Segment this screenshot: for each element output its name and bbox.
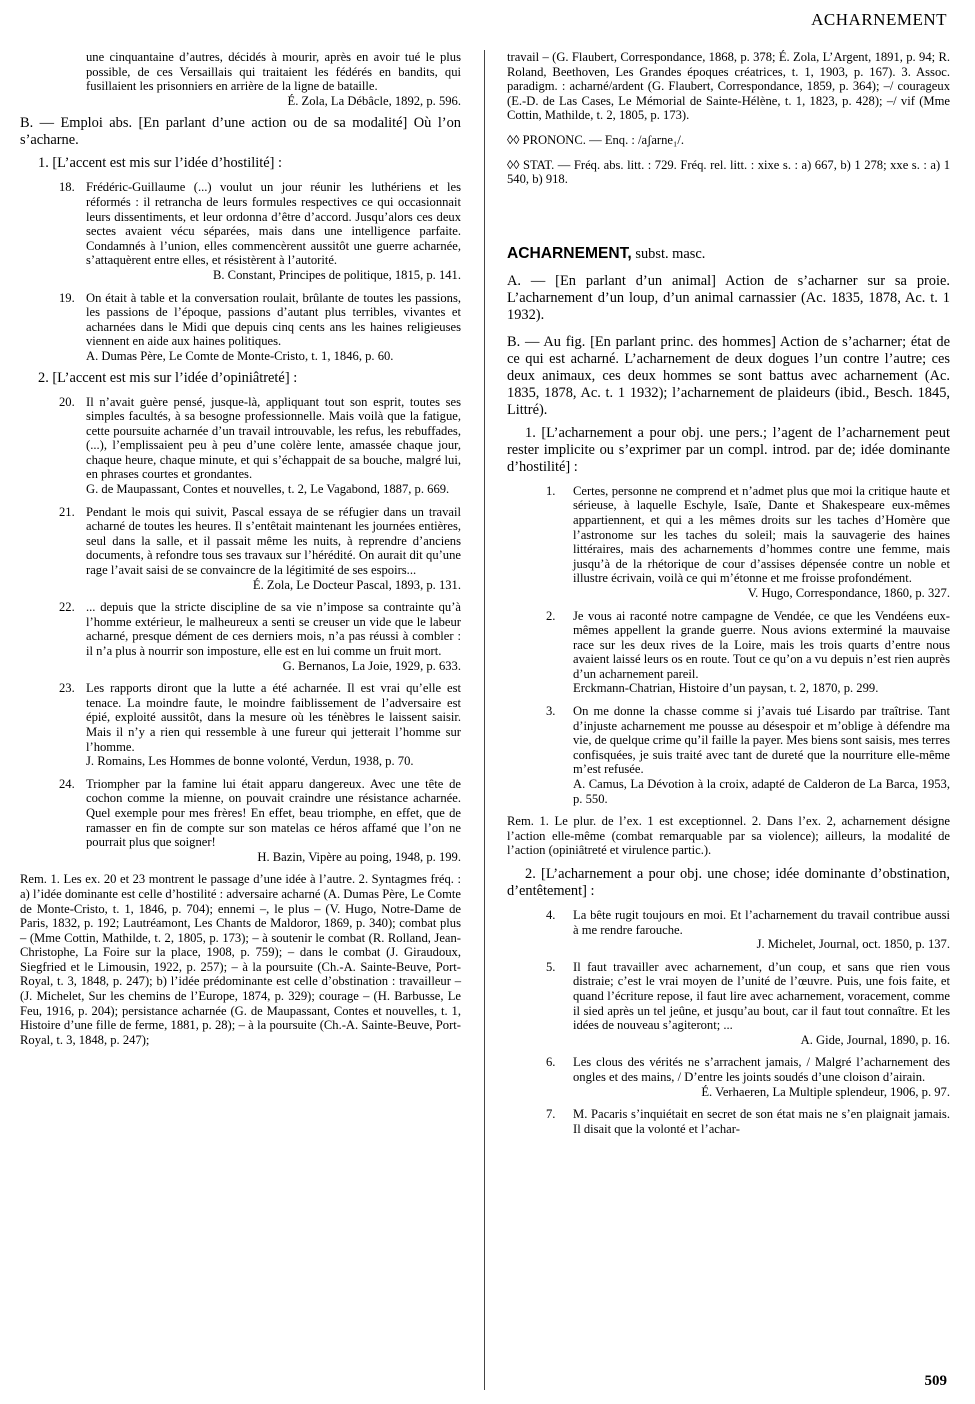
example-source: É. Zola, Le Docteur Pascal, 1893, p. 131.	[252, 577, 461, 592]
example-number: 4.	[546, 908, 556, 922]
example-number: 7.	[546, 1107, 556, 1122]
continuation-text: travail – (G. Flaubert, Correspondance, 1868, p. 378; É. Zola, L’Argent, 1891, p. 94; R. Roland, Beethoven, Les Grandes époques créatrices, t. 1, 1903, p. 167). 3. Assoc. paradigm. : acharné/ardent (G. Flaubert, Correspondance, 1859, p. 364); –/ courageux (E.-D. de Las Cases, Le Mémorial de Sainte-Hélène, t. 1, 1823, p. 428); –/ vif (Mme Cottin, Mathilde, t. 2, 1805, p. 173).	[507, 50, 950, 123]
example-source: J. Michelet, Journal, oct. 1850, p. 137.	[756, 937, 950, 952]
example-text: Je vous ai raconté notre campagne de Vendée, ce que les Vendéens eux-mêmes appellent la grande guerre. Nous avions exterminé la mauvaise race sur les deux rives de la Loire, mais les trois quarts d’entre nous avaient laissé leurs os en route. Tout ce qu’on a vu depuis n’est rien auprès d’un acharnement pareil.	[573, 608, 950, 681]
example-text: Certes, personne ne comprend et n’admet plus que moi la critique haute et sérieuse, à laquelle Eschyle, Isaïe, Dante et Shakespeare eux-mêmes appartiennent, et qui a les mêmes droits sur les taches d’Homère que l’astronome sur les taches du soleil; mais la sauvagerie des haines littéraires, mais des acharnements d’hommes contre une femme, mais jusqu’à de la rhétorique de cour d’assises dépensée contre un noble et illustre écrivain, voilà ce qui m’étonne et me froisse profondément.	[573, 483, 950, 586]
entry-heading	[507, 245, 950, 263]
headword: ACHARNEMENT,	[507, 244, 632, 262]
example-4	[546, 908, 950, 952]
example-text: Frédéric-Guillaume (...) voulut un jour réunir les luthériens et les réformés : il retrancha de leurs formules respectives ce qui occasionnait leurs dissentiments, et leur ordonna d’être d’accord. Jusqu’alors ces deux sectes avaient vécu séparées, mais dans une intelligence parfaite. Condamnés à l’union, elles commencèrent aussitôt une guerre acharnée, s’attaquèrent entre elles, et résistèrent à l’autorité.	[86, 180, 461, 268]
remark-block: Rem. 1. Les ex. 20 et 23 montrent le passage d’une idée à l’autre. 2. Syntagmes fréq. : a) l’idée dominante est celle d’hostilité : adversaire acharné (A. Dumas Père, Le Comte de Monte-Cristo, t. 1, 1846, p. 704); ennemi –, le plus – (V. Hugo, Notre-Dame de Paris, 1832, p. 192; Lautréamont, Les Chants de Maldoror, 1869, p. 340); combat plus – (Mme Cottin, Mathilde, t. 2, 1805, p. 173); – à soutenir le combat (R. Rolland, Jean-Christophe, La Foire sur la place, 1908, p. 759); – dans le combat (J. Giraudoux, Siegfried et le Limousin, 1922, p. 257); – à la poursuite (Ch.-A. Sainte-Beuve, Port-Royal, t. 3, 1848, p. 247); b) l’idée prédominante est celle d’obstination : travailleur – (J. Michelet, Sur les chemins de l’Europe, 1874, p. 329); courage – (H. Barbusse, Le Feu, 1916, p. 204); persistance acharnée (G. de Maupassant, Contes et nouvelles, t. 1, Histoire d’une fille de ferme, 1881, p. 28); – à la poursuite (Ch.-A. Sainte-Beuve, Port-Royal, t. 3, 1848, p. 247);	[20, 872, 461, 1047]
remark-block: Rem. 1. Le plur. de l’ex. 1 est exceptionnel. 2. Dans l’ex. 2, acharnement désigne l’action elle-même (combat remarquable par sa violence); ailleurs, la modalité de l’action (opiniâtreté et virulence partic.).	[507, 814, 950, 858]
example-5	[546, 959, 950, 1048]
example-number: 5.	[546, 959, 556, 974]
example-number: 23.	[59, 681, 75, 696]
example-source: H. Bazin, Vipère au poing, 1948, p. 199.	[257, 849, 461, 864]
subsection-2-heading: 2. [L’accent est mis sur l’idée d’opiniâtreté] :	[38, 369, 298, 386]
example-number: 22.	[59, 600, 75, 615]
example-text: Pendant le mois qui suivit, Pascal essaya de se réfugier dans un travail acharné de toutes les heures. Il s’entêtait maintenant les journées entières, seul dans la salle, et il passait même les nuits, à reprendre d’anciens documents, à refondre tous ses travaux sur l’hérédité. On aurait dit qu’une rage l’avait saisi de se convaincre de la légitimité de ses espoirs...	[86, 504, 461, 578]
example-text: Il faut travailler avec acharnement, d’un coup, et sans que rien vous distraie; c’est le vrai moyen de l’unité de l’œuvre. Puis, une fois faite, et quand l’écriture repose, il faut lire avec acharnement, voracement, comme il sied après un tel jeûne, et jusqu’au bout, car il faut tout connaître. Et les idées de nouveau s’agiteront; ...	[573, 959, 950, 1033]
example-text: Les clous des vérités ne s’arrachent jamais, / Malgré l’acharnement des ongles et des mains, / D’entre les joints soudés d’une cloison d’airain.	[573, 1055, 950, 1084]
example-text: Triompher par la famine lui était apparu dangereux. Avec une tête de cochon comme la mienne, on pouvait craindre une résistance acharnée. Quel exemple pour mes frères! En effet, beau triomphe, en effet, que de ramasser en fin de compte sur son matelas ce héros affamé que l’on ne pourrait plus que soigner!	[86, 776, 461, 850]
example-text: Il n’avait guère pensé, jusque-là, appliquant tout son esprit, toutes ses simples facultés, à sa besogne professionnelle. Mais voilà que la fatigue, cette poursuite acharnée d’un travail introuvable, les refus, les rebuffades, (...), l’emplissaient peu à peu d’une colère lente, amassée chaque jour, chaque heure, chaque minute, et qui s’échappait de sa bouche, malgré lui, en phrases courtes et grondantes.	[86, 394, 461, 482]
subsection-2-heading: 2. [L’acharnement a pour obj. une chose; idée dominante d’obstination, d’entêtement] :	[507, 866, 950, 899]
example-22	[59, 600, 461, 673]
example-source: A. Gide, Journal, 1890, p. 16.	[800, 1032, 950, 1047]
example-number: 6.	[546, 1055, 556, 1070]
column-divider	[484, 50, 485, 1390]
example-source: B. Constant, Principes de politique, 1815, p. 141.	[212, 267, 461, 282]
section-a: A. — [En parlant d’un animal] Action de s’acharner sur sa proie. L’acharnement d’un loup, d’un animal carnassier (Ac. 1835, 1878, Ac. t. 1 1932).	[507, 272, 950, 323]
example-source: É. Verhaeren, La Multiple splendeur, 1906, p. 97.	[701, 1084, 950, 1099]
running-head: ACHARNEMENT	[811, 10, 947, 29]
example-6	[546, 1055, 950, 1099]
example-source: G. de Maupassant, Contes et nouvelles, t. 2, Le Vagabond, 1887, p. 669.	[86, 482, 450, 497]
part-of-speech: subst. masc.	[635, 245, 706, 262]
example-source: Erckmann-Chatrian, Histoire d’un paysan, t. 2, 1870, p. 299.	[573, 681, 879, 696]
example-source: A. Camus, La Dévotion à la croix, adapté de Calderon de La Barca, 1953, p. 550.	[573, 777, 950, 806]
example-source: A. Dumas Père, Le Comte de Monte-Cristo, t. 1, 1846, p. 60.	[86, 348, 394, 363]
intro-source: É. Zola, La Débâcle, 1892, p. 596.	[287, 93, 461, 108]
example-number: 20.	[59, 394, 75, 409]
intro-quote: une cinquantaine d’autres, décidés à mourir, après en avoir tué le plus possible, de ces Versaillais qui traitaient les fédérés en bandits, qui fusillaient les prisonniers en arrière de la ligne de bataille.	[86, 50, 461, 94]
example-23	[59, 681, 461, 769]
example-text: ... depuis que la stricte discipline de sa vie n’impose sa contrainte qu’à l’homme extérieur, le malheureux a senti se creuser un vide que le labeur acharné, presque dément de ces derniers mois, n’a pas réussi à combler : il n’a plus à nourrir son imposture, elle est en lui comme un fruit mort.	[86, 600, 461, 658]
section-b-heading: B. — Emploi abs. [En parlant d’une action ou de sa modalité] Où l’on s’acharne.	[20, 115, 461, 149]
subsection-1-heading: 1. [L’acharnement a pour obj. une pers.; l’agent de l’acharnement peut rester implicite ou s’exprimer par un compl. introd. par de; idée dominante d’hostilité] :	[507, 424, 950, 475]
left-column	[20, 50, 461, 1047]
example-7	[546, 1107, 950, 1136]
example-number: 2.	[546, 608, 556, 623]
example-2	[546, 608, 950, 697]
example-20	[59, 394, 461, 497]
example-24	[59, 776, 461, 865]
example-text: La bête rugit toujours en moi. Et l’acharnement du travail contribue aussi à me rendre farouche.	[573, 908, 950, 937]
example-18	[59, 180, 461, 282]
right-column	[507, 50, 950, 1136]
example-source: V. Hugo, Correspondance, 1860, p. 327.	[747, 585, 950, 600]
example-3	[546, 704, 951, 806]
statistics: ◊◊ STAT. — Fréq. abs. litt. : 729. Fréq. rel. litt. : xixe s. : a) 667, b) 1 278; xxe s. : a) 1 540, b) 918.	[507, 157, 950, 187]
page-number: 509	[924, 1373, 947, 1389]
example-text: M. Pacaris s’inquiétait en secret de son état mais ne s’en plaignait jamais. Il disait que la volonté et l’achar-	[573, 1107, 950, 1136]
example-number: 24.	[59, 776, 75, 791]
example-text: Les rapports diront que la lutte a été acharnée. Il est vrai qu’elle est tenace. La moindre faute, le moindre faiblissement de l’adversaire est épié, exploité aussitôt, dans la mesure où les ténèbres le laissent saisir. Mais il n’y a rien qui ressemble à une fureur qui jetterait l’homme sur l’homme.	[86, 681, 461, 754]
example-source: J. Romains, Les Hommes de bonne volonté, Verdun, 1938, p. 70.	[86, 754, 414, 769]
example-number: 21.	[59, 504, 75, 519]
example-19	[59, 290, 461, 364]
example-number: 18.	[59, 180, 75, 195]
example-1	[546, 483, 950, 601]
subsection-1-heading: 1. [L’accent est mis sur l’idée d’hostilité] :	[38, 155, 283, 172]
example-number: 19.	[59, 290, 75, 305]
example-text: On me donne la chasse comme si j’avais tué Lisardo par traîtrise. Tant d’injuste acharnement me pousse au désespoir et m’oblige à défendre ma vie, de quelque crime qu’il faille la payer. Mes biens sont saisis, mes terres confisquées, je suis traité avec tant de dureté que la nourriture elle-même m’est refusée.	[573, 704, 951, 777]
example-text: On était à table et la conversation roulait, brûlante de toutes les passions, les passions de l’époque, passions d’autant plus terribles, vivantes et acharnées dans le Midi que depuis cinq cents ans les haines religieuses viennent en aide aux haines politiques.	[86, 290, 461, 349]
example-number: 3.	[546, 704, 556, 719]
example-source: G. Bernanos, La Joie, 1929, p. 633.	[282, 658, 461, 673]
pronunciation: ◊◊ PRONONC. — Enq. : /aʃarne₁/.	[507, 132, 685, 147]
section-b: B. — Au fig. [En parlant princ. des hommes] Action de s’acharner; état de ce qui est acharné. L’acharnement de deux dogues l’un contre l’autre; ces deux animaux, ces deux hommes se sont battus avec acharnement (Ac. 1835, 1878, Ac. t. 1 1932); l’acharnement de plaideurs (ibid., Besch. 1845, Littré).	[507, 333, 950, 418]
example-21	[59, 504, 461, 593]
example-number: 1.	[546, 483, 556, 498]
